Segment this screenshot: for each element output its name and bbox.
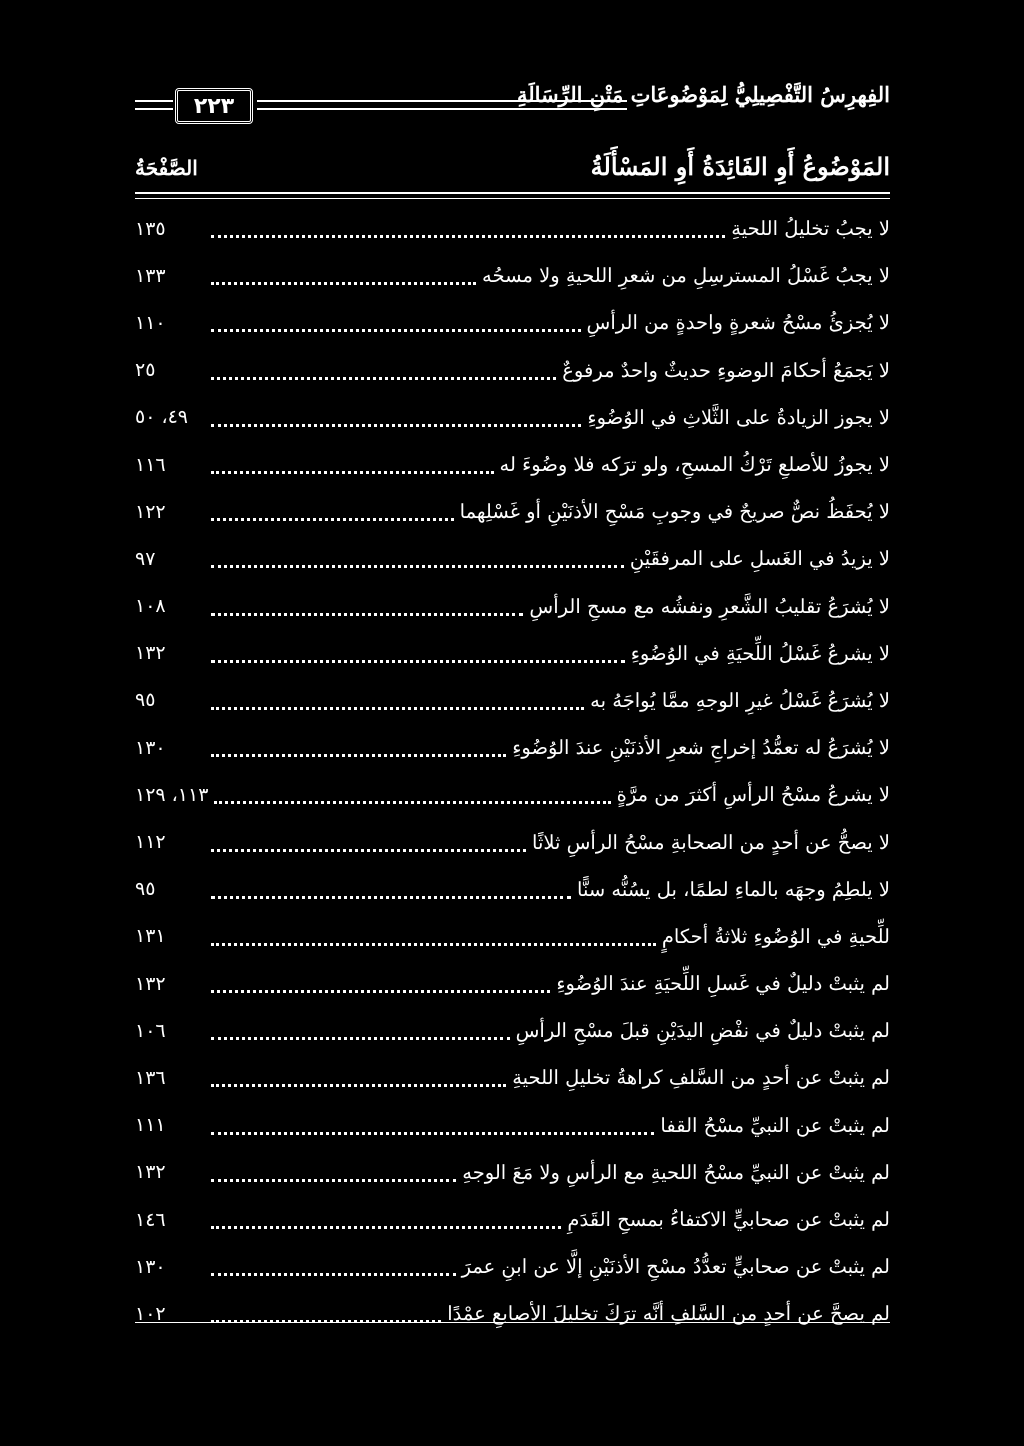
index-entry (135, 1243, 890, 1290)
index-entry (135, 677, 890, 724)
index-entry (135, 252, 890, 299)
dot-leader (211, 892, 571, 899)
index-entry (135, 818, 890, 865)
entry-text: لم يثبتْ عن النبيِّ مسْحُ اللحيةِ مع الرأسِ ولا مَعَ الوجهِ (462, 1160, 890, 1184)
page-column-heading: الصَّفْحَةُ (135, 156, 198, 180)
entry-page-number: ١٠٨ (135, 595, 166, 618)
entry-page-number: ٩٥ (135, 878, 156, 901)
dot-leader (211, 703, 584, 710)
dot-leader (211, 420, 581, 427)
dot-leader (211, 278, 476, 285)
entry-text: لا يُشرَعُ تقليبُ الشَّعرِ ونفشُه مع مسحِ الرأسِ (529, 594, 890, 618)
dot-leader (211, 1033, 510, 1040)
entry-text: لا يشرعُ مسْحُ الرأسِ أكثرَ من مرَّةٍ (616, 783, 890, 807)
entry-text: للِّحيةِ في الوُضُوءِ ثلاثةُ أحكامٍ (661, 924, 890, 948)
index-entry (135, 488, 890, 535)
entry-text: لم يثبتْ عن صحابيٍّ الاكتفاءُ بمسحِ القَدَمِ (567, 1208, 890, 1232)
entry-text: لا يصحُّ عن أحدٍ من الصحابةِ مسْحُ الرأسِ ثلاثًا (532, 830, 890, 854)
entry-text: لم يثبتْ عن صحابيٍّ تعدُّدُ مسْحِ الأذنَيْنِ إلَّا عن ابنِ عمرَ (461, 1255, 890, 1279)
index-entry (135, 913, 890, 960)
index-entry (135, 960, 890, 1007)
index-entry (135, 1196, 890, 1243)
dot-leader (211, 1222, 561, 1229)
index-entry (135, 1290, 890, 1337)
entry-text: لم يثبتْ دليلٌ في غَسلِ اللِّحيَةِ عندَ الوُضُوءِ (556, 972, 890, 996)
index-entry (135, 394, 890, 441)
entry-page-number: ١٣٢ (135, 1161, 166, 1184)
dot-leader (211, 1128, 654, 1135)
dot-leader (211, 986, 550, 993)
entry-page-number: ١٣٦ (135, 1066, 166, 1089)
entry-text: لا يجبُ تخليلُ اللحيةِ (731, 217, 890, 241)
running-title: الفِهرِسُ التَّفْصِيلِيُّ لِمَوْضُوعَاتِ مَتْنِ الرِّسَالَةِ (516, 82, 890, 107)
entry-page-number: ١١٠ (135, 311, 166, 334)
entry-text: لا يجوزُ للأصلعِ تَرْكُ المسحِ، ولو ترَكه فلا وضُوءَ له (499, 453, 890, 477)
entry-text: لم يثبتْ عن النبيِّ مسْحُ القفا (660, 1113, 890, 1137)
index-entry (135, 441, 890, 488)
entry-page-number: ١٣٢ (135, 972, 166, 995)
index-entry (135, 1102, 890, 1149)
page-number: ٢٢٣ (193, 93, 235, 119)
dot-leader (211, 656, 625, 663)
dot-leader (211, 561, 624, 568)
dot-leader (211, 325, 581, 332)
entry-text: لم يثبتْ عن أحدٍ من السَّلفِ كراهةُ تخليلِ اللحيةِ (512, 1066, 890, 1090)
entry-text: لا يشرعُ غَسْلُ اللِّحيَةِ في الوُضُوءِ (630, 641, 890, 665)
column-headings (135, 148, 890, 192)
entry-page-number: ١١٣، ١٢٩ (135, 783, 209, 806)
entry-page-number: ١٣١ (135, 925, 166, 948)
entry-text: لا يلطِمُ وجهَه بالماءِ لطمًا، بل يسُنُّه سنًّا (577, 877, 890, 901)
index-entry (135, 1149, 890, 1196)
entry-page-number: ١٣٥ (135, 217, 166, 240)
entry-page-number: ١٣٢ (135, 642, 166, 665)
entry-page-number: ١٤٦ (135, 1208, 166, 1231)
dot-leader (214, 797, 610, 804)
dot-leader (211, 939, 656, 946)
index-entry (135, 347, 890, 394)
index-entry (135, 535, 890, 582)
dot-leader (211, 1269, 456, 1276)
index-entry (135, 299, 890, 346)
entry-text: لم يصحَّ عن أحدٍ من السَّلفِ أنَّه ترَكَ تخليلَ الأصابعِ عمْدًا (447, 1302, 890, 1326)
index-entry (135, 583, 890, 630)
index-entry (135, 630, 890, 677)
entry-text: لا يجوز الزيادةُ على الثَّلاثِ في الوُضُوءِ (587, 405, 890, 429)
dot-leader (211, 373, 556, 380)
dot-leader (211, 750, 506, 757)
entry-page-number: ٩٧ (135, 547, 156, 570)
entry-text: لا يُحفَظُ نصٌّ صريحٌ في وجوبِ مَسْحِ الأذنَيْنِ أو غَسْلِهما (459, 500, 890, 524)
dot-leader (211, 1175, 456, 1182)
entry-page-number: ٢٥ (135, 359, 156, 382)
dot-leader (211, 609, 523, 616)
entry-page-number: ١٣٣ (135, 264, 166, 287)
index-entry (135, 205, 890, 252)
entry-text: لم يثبتْ دليلٌ في نفْضِ اليدَيْنِ قبلَ مسْحِ الرأسِ (515, 1019, 890, 1043)
entry-text: لا يُجزئُ مسْحُ شعرةٍ واحدةٍ من الرأسِ (586, 311, 890, 335)
entry-page-number: ١٠٦ (135, 1019, 166, 1042)
entry-text: لا يجبُ غَسْلُ المسترسِلِ من شعرِ اللحيةِ ولا مسحُه (482, 264, 890, 288)
heading-underline (135, 192, 890, 199)
dot-leader (211, 467, 494, 474)
index-entry (135, 771, 890, 818)
page-number-box (175, 88, 253, 124)
entry-text: لا يُشرَعُ غَسْلُ غيرِ الوجهِ ممَّا يُواجَهُ به (590, 688, 890, 712)
header-rule-left (135, 100, 173, 110)
entry-page-number: ١٣٠ (135, 736, 166, 759)
entry-page-number: ١١٢ (135, 831, 166, 854)
dot-leader (211, 514, 454, 521)
entry-text: لا يزيدُ في الغَسلِ على المرفقَيْنِ (629, 547, 890, 571)
entry-page-number: ١٣٠ (135, 1255, 166, 1278)
dot-leader (211, 231, 725, 238)
page-header (135, 70, 890, 140)
dot-leader (211, 845, 526, 852)
entry-text: لا يُشرَعُ له تعمُّدُ إخراجِ شعرِ الأذنَيْنِ عندَ الوُضُوءِ (512, 736, 890, 760)
index-entry (135, 1007, 890, 1054)
dot-leader (211, 1080, 506, 1087)
entry-page-number: ٩٥ (135, 689, 156, 712)
bottom-rule (135, 1322, 890, 1323)
entry-page-number: ١١١ (135, 1114, 166, 1137)
index-entries (135, 205, 890, 1338)
entry-page-number: ١٠٢ (135, 1302, 166, 1325)
entry-text: لا يَجمَعُ أحكامَ الوضوءِ حديثٌ واحدٌ مرفوعٌ (562, 358, 890, 382)
topic-column-heading: المَوْضُوعُ أَوِ الفَائِدَةُ أَوِ المَسْأَلَةُ (590, 152, 890, 181)
index-entry (135, 1054, 890, 1101)
index-entry (135, 724, 890, 771)
entry-page-number: ١٢٢ (135, 500, 166, 523)
entry-page-number: ٤٩، ٥٠ (135, 406, 189, 429)
index-entry (135, 866, 890, 913)
entry-page-number: ١١٦ (135, 453, 166, 476)
